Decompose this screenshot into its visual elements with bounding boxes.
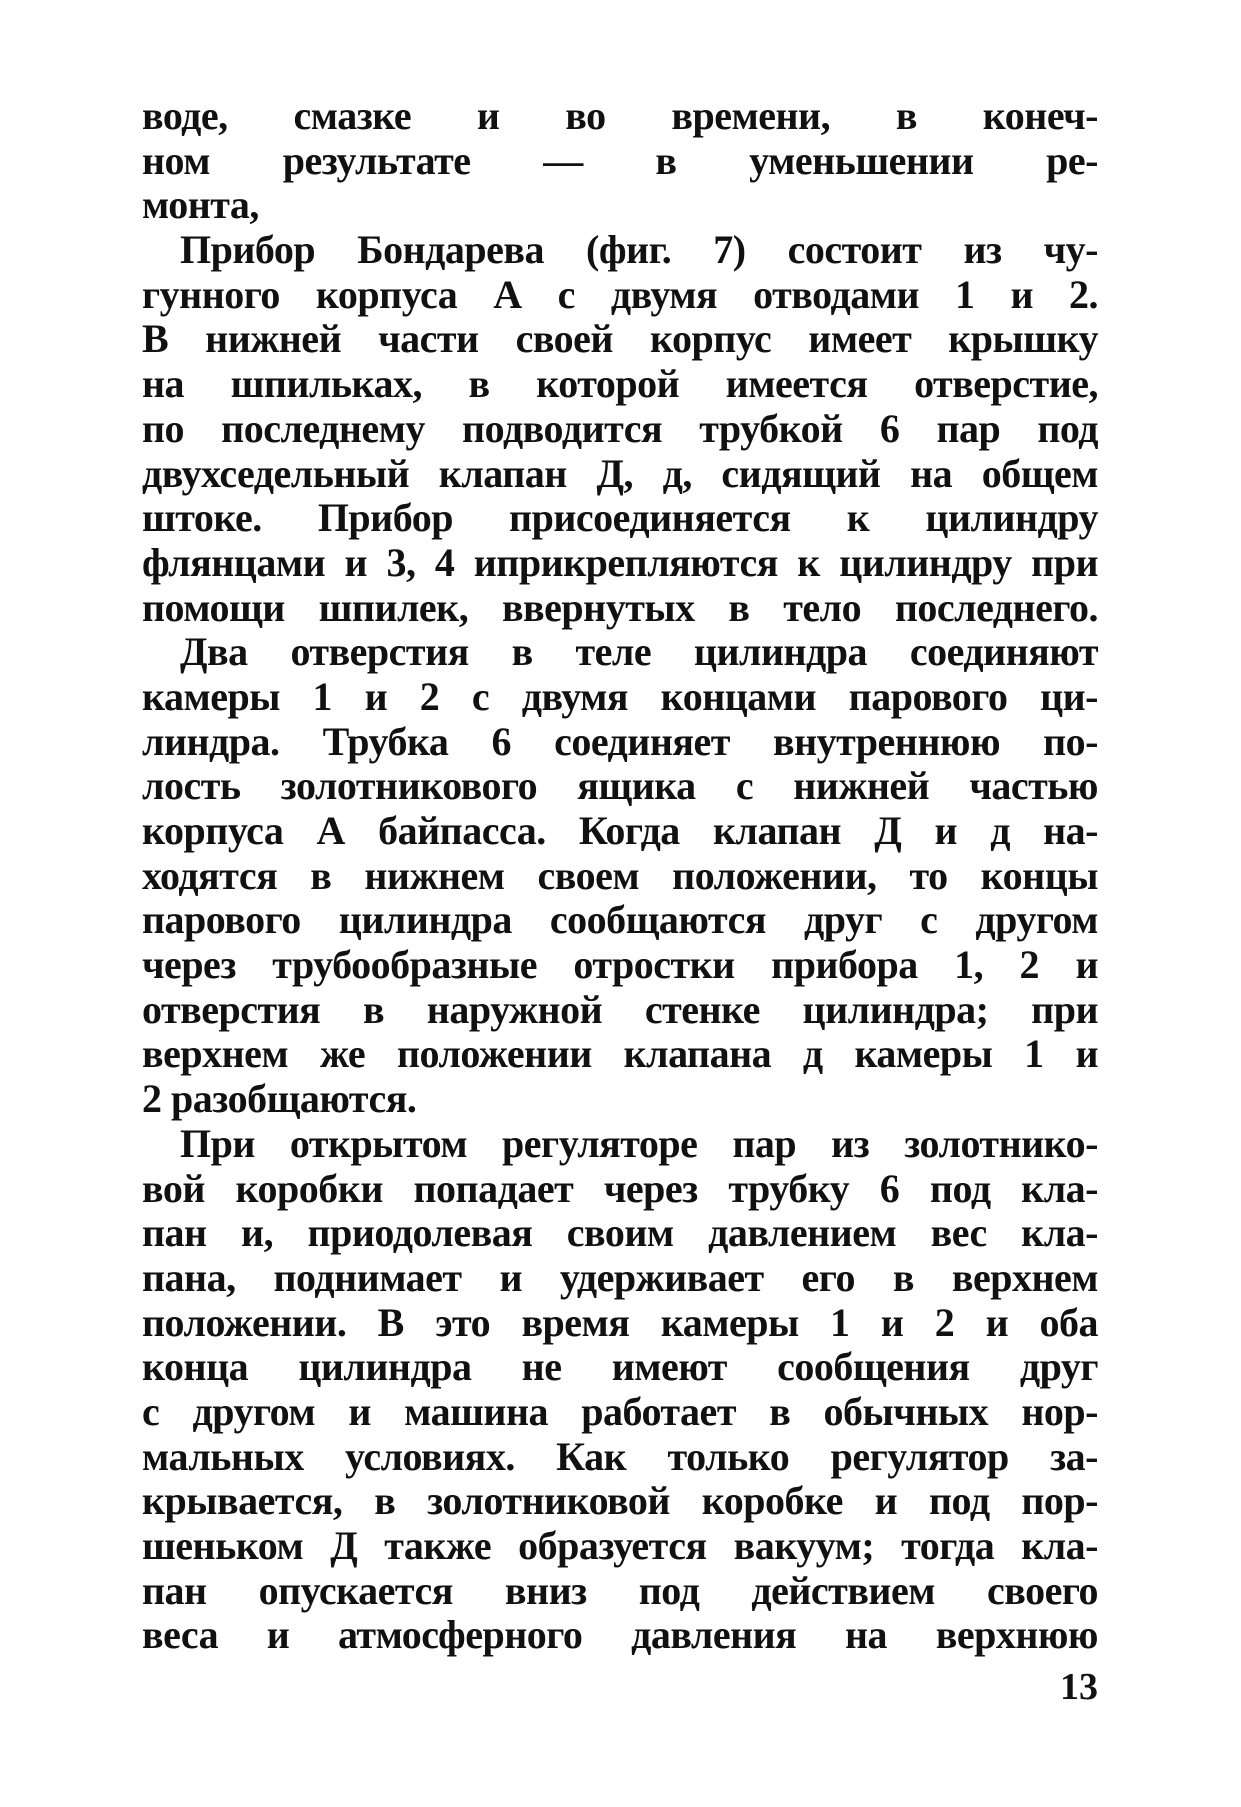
text-line: шеньком Д также образуется вакуум; тогда кла- — [142, 1523, 1098, 1568]
text-line: В нижней части своей корпус имеет крышку — [142, 316, 1098, 362]
text-line: воде, смазке и во времени, в конеч- — [142, 93, 1098, 138]
page-body — [142, 94, 1098, 1658]
page-number: 13 — [1060, 1666, 1098, 1708]
text-line: через трубообразные отростки прибора 1, 2 и — [142, 942, 1098, 988]
text-line: При открытом регуляторе пар из золотнико- — [180, 1120, 1098, 1166]
text-line: Два отверстия в теле цилиндра соединяют — [180, 629, 1098, 675]
text-line: веса и атмосферного давления на верхнюю — [142, 1612, 1098, 1658]
text-line: линдра. Трубка 6 соединяет внутреннюю по- — [142, 718, 1098, 764]
text-line: помощи шпилек, ввернутых в тело последнего. — [142, 584, 1098, 630]
text-line: крывается, в золотниковой коробке и под пор- — [142, 1478, 1098, 1524]
text-line: парового цилиндра сообщаются друг с другом — [142, 897, 1098, 943]
paragraph-2 — [142, 228, 1098, 630]
text-line: вой коробки попадает через трубку 6 под кла- — [142, 1165, 1098, 1211]
text-line: на шпильках, в которой имеется отверстие, — [142, 361, 1098, 407]
text-line: ходятся в нижнем своем положении, то концы — [142, 852, 1098, 898]
text-line: монта, — [142, 182, 259, 228]
text-line: штоке. Прибор присоединяется к цилиндру — [142, 495, 1098, 541]
text-line: флянцами и 3, 4 иприкрепляются к цилиндру при — [142, 539, 1098, 585]
text-line: пан опускается вниз под действием своего — [142, 1567, 1098, 1613]
text-line: отверстия в наружной стенке цилиндра; при — [142, 986, 1098, 1032]
text-line: ном результате — в уменьшении ре- — [142, 137, 1098, 183]
paragraph-3 — [142, 630, 1098, 1122]
text-line: двухседельный клапан Д, д, сидящий на общем — [142, 450, 1098, 496]
paragraph-4 — [142, 1122, 1098, 1658]
text-line: пана, поднимает и удерживает его в верхнем — [142, 1254, 1098, 1300]
text-line: пан и, приодолевая своим давлением вес кла- — [142, 1210, 1098, 1256]
text-line: гунного корпуса А с двумя отводами 1 и 2. — [142, 271, 1098, 317]
paragraph-1 — [142, 94, 1098, 228]
text-line: лость золотникового ящика с нижней частью — [142, 763, 1098, 809]
text-line: 2 разобщаются. — [142, 1076, 417, 1122]
text-line: по последнему подводится трубкой 6 пар под — [142, 405, 1098, 451]
text-line: верхнем же положении клапана д камеры 1 и — [142, 1031, 1098, 1077]
text-line: камеры 1 и 2 с двумя концами парового ци- — [142, 673, 1098, 719]
text-line: конца цилиндра не имеют сообщения друг — [142, 1344, 1098, 1390]
text-line: с другом и машина работает в обычных нор- — [142, 1388, 1098, 1434]
text-line: корпуса А байпасса. Когда клапан Д и д на- — [142, 808, 1098, 853]
text-line: Прибор Бондарева (фиг. 7) состоит из чу- — [180, 227, 1098, 273]
text-line: мальных условиях. Как только регулятор за- — [142, 1433, 1098, 1479]
text-line: положении. В это время камеры 1 и 2 и оба — [142, 1299, 1098, 1345]
